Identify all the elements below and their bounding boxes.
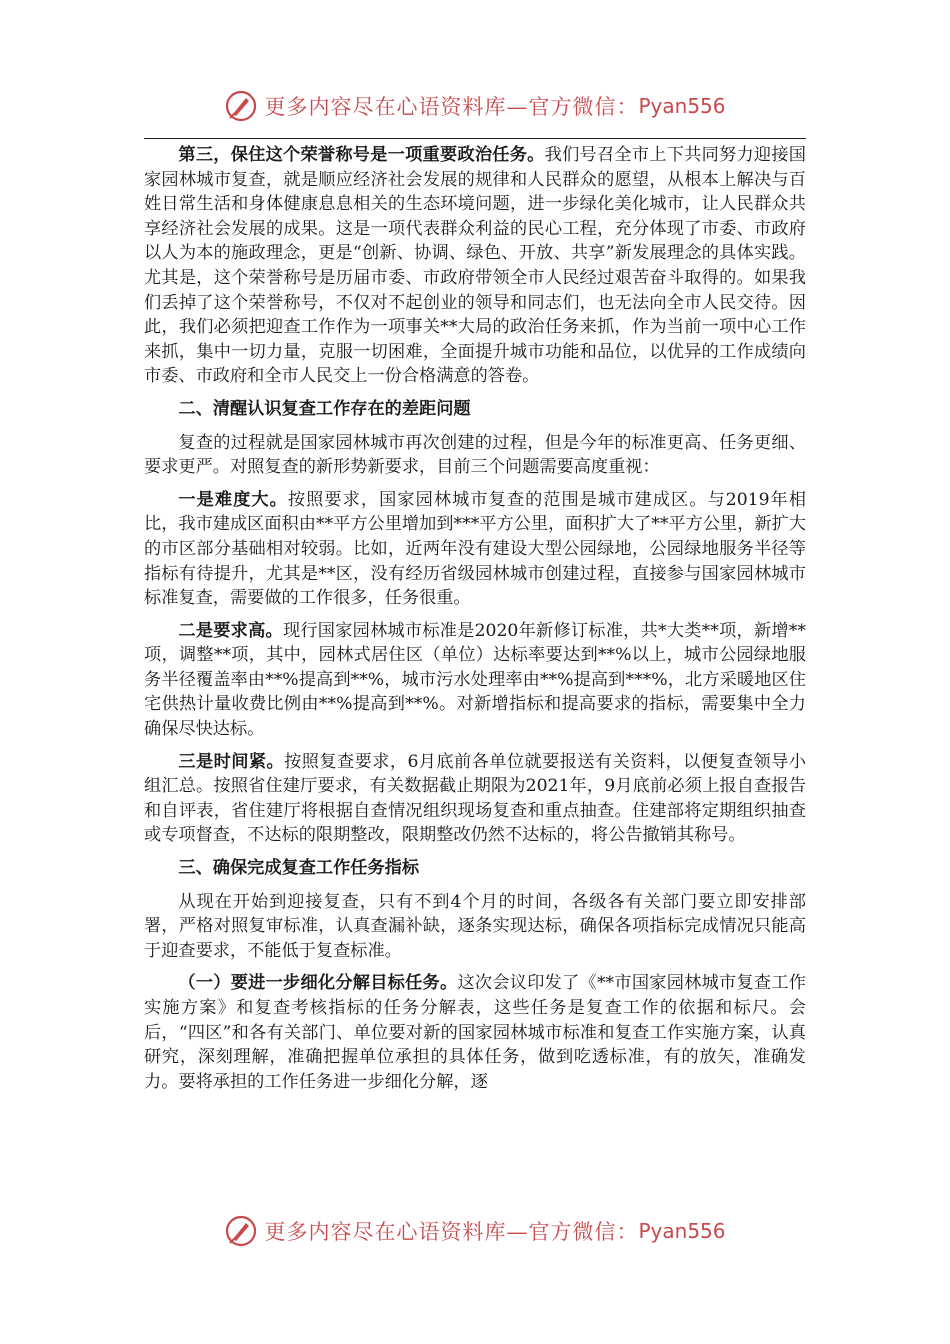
- paragraph-difficulty: [144, 488, 806, 611]
- paragraph-task-breakdown: [144, 971, 806, 1094]
- paragraph-intro-tasks: [144, 890, 806, 964]
- paragraph-time: [144, 750, 806, 848]
- paragraph-text: 按照复查要求，6月底前各单位就要报送有关资料，以便复查领导小组汇总。按照省住建厅要求，有关数据截止期限为2021年，9月底前必须上报自查报告和自评表，省住建厅将根据自查情况组织现场复查和重点抽查。住建部将定期组织抽查或专项督查，不达标的限期整改，限期整改仍然不达标的，将公告撤销其称号。: [144, 751, 806, 846]
- section-heading-2: 二、清醒认识复查工作存在的差距问题: [178, 398, 471, 419]
- footer-banner: [0, 1211, 950, 1251]
- document-body: [144, 143, 806, 1102]
- paragraph-lead: 二是要求高。: [178, 620, 283, 641]
- paragraph-lead: 三是时间紧。: [178, 751, 285, 772]
- paragraph-third-point: [144, 143, 806, 389]
- header-divider: [144, 138, 806, 139]
- banner-wechat-id: Pyan556: [638, 94, 726, 118]
- banner-wechat-id: Pyan556: [638, 1219, 726, 1243]
- paragraph-text: 按照要求，国家园林城市复查的范围是城市建成区。与2019年相比，我市建成区面积由**平方公里增加到***平方公里，面积扩大了**平方公里，新扩大的市区部分基础相对较弱。比如，近两年没有建设大型公园绿地，公园绿地服务半径等指标有待提升，尤其是**区，没有经历省级园林城市创建过程，直接参与国家园林城市标准复查，需要做的工作很多，任务很重。: [144, 489, 806, 609]
- paragraph-text: 现行国家园林城市标准是2020年新修订标准，共*大类**项，新增**项，调整**项，其中，园林式居住区（单位）达标率要达到**%以上，城市公园绿地服务半径覆盖率由**%提高到**%，城市污水处理率由**%提高到***%，北方采暖地区住宅供热计量收费比例由**%提高到**%。对新增指标和提高要求的指标，需要集中全力确保尽快达标。: [144, 620, 806, 740]
- paragraph-text: 这次会议印发了《**市国家园林城市复查工作实施方案》和复查考核指标的任务分解表，这些任务是复查工作的依据和标尺。会后，“四区”和各有关部门、单位要对新的国家园林城市标准和复查工作实施方案，认真研究，深刻理解，准确把握单位承担的具体任务，做到吃透标准，有的放矢，准确发力。要将承担的工作任务进一步细化分解，逐: [144, 973, 806, 1092]
- paragraph-intro-review: [144, 431, 806, 480]
- paragraph-lead: 一是难度大。: [178, 489, 288, 510]
- paragraph-lead: 第三，保住这个荣誉称号是一项重要政治任务。: [178, 145, 545, 165]
- paragraph-text: 我们号召全市上下共同努力迎接国家园林城市复查，就是顺应经济社会发展的规律和人民群众的愿望，从根本上解决与百姓日常生活和身体健康息息相关的生态环境问题，进一步绿化美化城市，让人民群众共享经济社会发展的成果。这是一项代表群众利益的民心工程，充分体现了市委、市政府以人为本的施政理念，更是“创新、协调、绿色、开放、共享”新发展理念的具体实践。尤其是，这个荣誉称号是历届市委、市政府带领全市人民经过艰苦奋斗取得的。如果我们丢掉了这个荣誉称号，不仅对不起创业的领导和同志们，也无法向全市人民交待。因此，我们必须把迎查工作作为一项事关**大局的政治任务来抓，作为当前一项中心工作来抓，集中一切力量，克服一切困难，全面提升城市功能和品位，以优异的工作成绩向市委、市政府和全市人民交上一份合格满意的答卷。: [144, 145, 806, 387]
- section-heading-3: 三、确保完成复查工作任务指标: [178, 858, 420, 879]
- quill-logo-icon: [224, 1214, 258, 1248]
- paragraph-requirements: [144, 619, 806, 742]
- paragraph-text: 从现在开始到迎接复查，只有不到4个月的时间，各级各有关部门要立即安排部署，严格对照复审标准，认真查漏补缺，逐条实现达标，确保各项指标完成情况只能高于迎查要求，不能低于复查标准。: [144, 891, 806, 961]
- paragraph-text: 复查的过程就是国家园林城市再次创建的过程，但是今年的标准更高、任务更细、要求更严。对照复查的新形势新要求，目前三个问题需要高度重视：: [144, 432, 806, 478]
- paragraph-lead: （一）要进一步细化分解目标任务。: [178, 973, 458, 994]
- header-banner: [0, 86, 950, 126]
- banner-text: 更多内容尽在心语资料库—官方微信：: [264, 95, 639, 119]
- banner-text: 更多内容尽在心语资料库—官方微信：: [264, 1220, 639, 1244]
- quill-logo-icon: [224, 89, 258, 123]
